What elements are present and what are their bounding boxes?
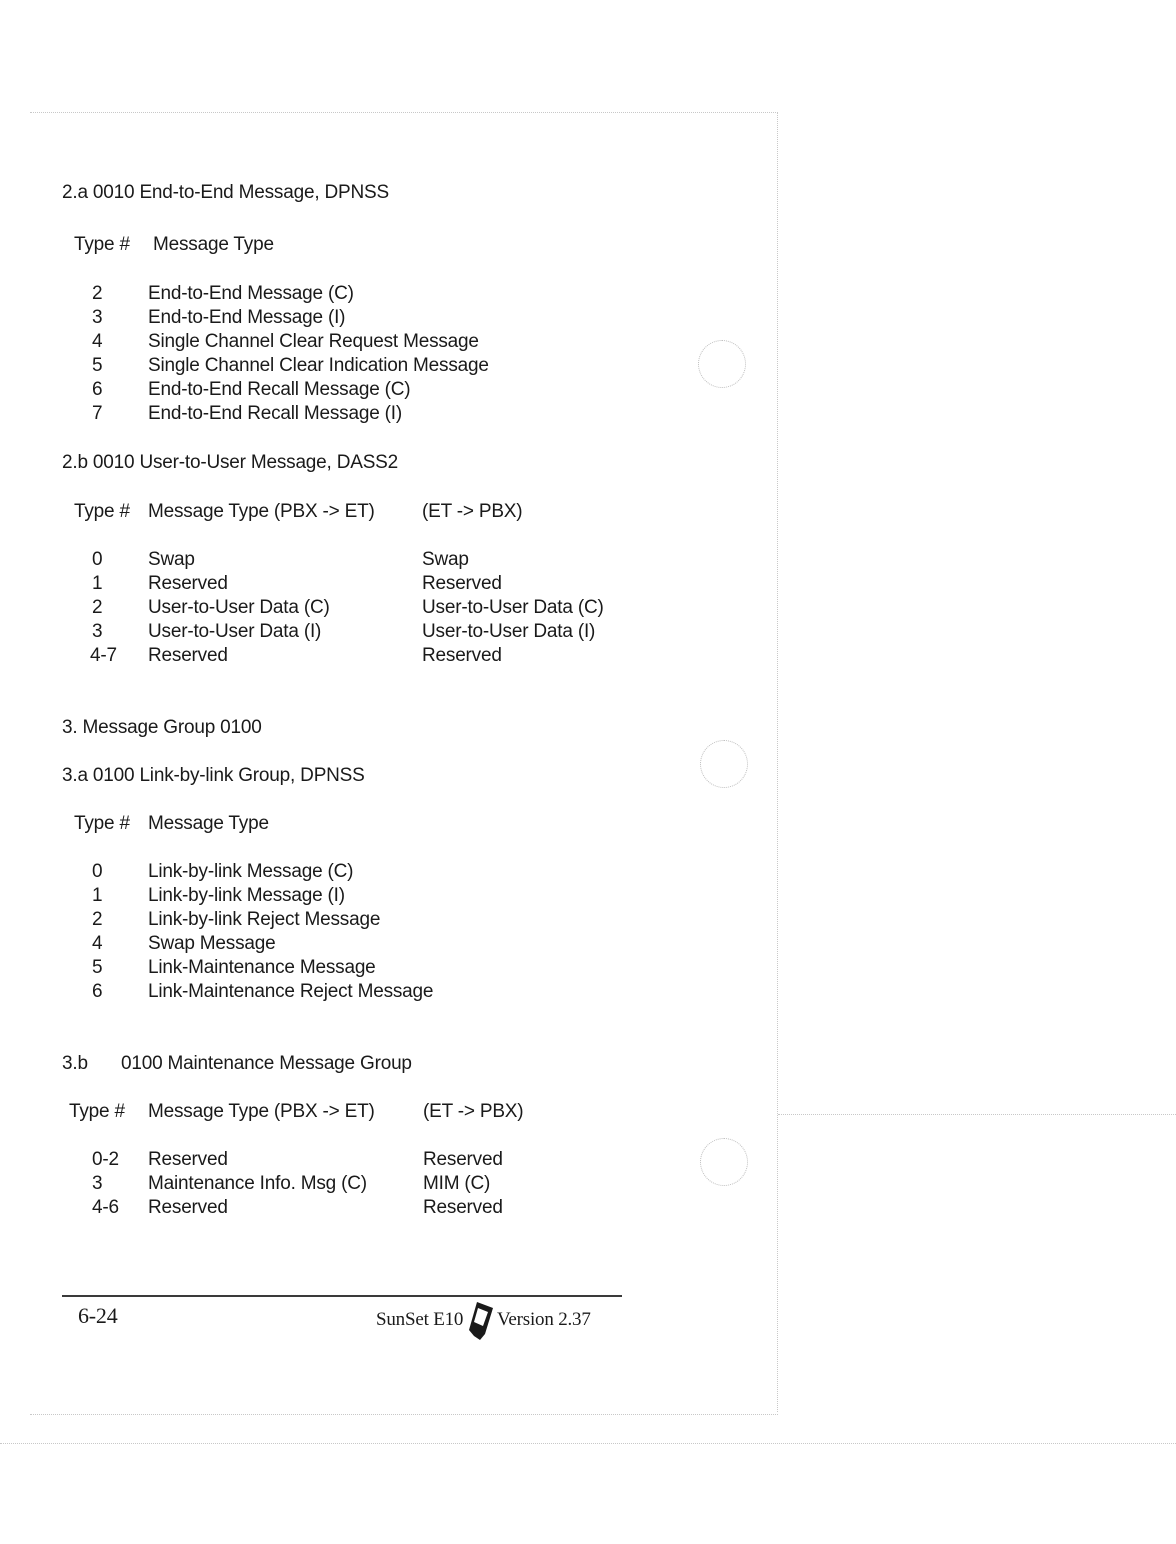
message-type: Reserved (148, 645, 228, 666)
type-number: 1 (92, 885, 103, 906)
type-number: 5 (92, 957, 103, 978)
message-type-reverse: MIM (C) (423, 1173, 491, 1194)
col-message-header: Message Type (PBX -> ET) (148, 1101, 375, 1122)
type-number: 2 (92, 283, 103, 304)
message-type: Link-by-link Reject Message (148, 909, 381, 930)
page-edge-line (777, 112, 778, 1412)
binder-hole (698, 340, 746, 388)
section-3b-number: 3.b (62, 1053, 88, 1074)
type-number: 0 (92, 861, 103, 882)
scan-dotted-line (30, 112, 778, 113)
section-2b-heading: 2.b 0010 User-to-User Message, DASS2 (62, 452, 399, 473)
message-type: Swap Message (148, 933, 276, 954)
col-type-header: Type # (74, 501, 130, 522)
message-type: End-to-End Recall Message (I) (148, 403, 402, 424)
type-number: 2 (92, 909, 103, 930)
message-type-reverse: Reserved (422, 573, 502, 594)
type-number: 4-6 (92, 1197, 119, 1218)
footer-rule (62, 1295, 622, 1297)
message-type: Reserved (148, 1197, 228, 1218)
section-3-heading: 3. Message Group 0100 (62, 717, 262, 738)
message-type: Swap (148, 549, 195, 570)
section-2a-heading: 2.a 0010 End-to-End Message, DPNSS (62, 182, 389, 203)
binder-hole (700, 740, 748, 788)
message-type: Link-by-link Message (C) (148, 861, 354, 882)
message-type: Link-by-link Message (I) (148, 885, 345, 906)
message-type-reverse: Reserved (423, 1149, 503, 1170)
page-number: 6-24 (78, 1303, 118, 1328)
message-type-reverse: User-to-User Data (I) (422, 621, 596, 642)
message-type: Single Channel Clear Indication Message (148, 355, 489, 376)
type-number: 6 (92, 379, 103, 400)
message-type-reverse: Reserved (423, 1197, 503, 1218)
type-number: 5 (92, 355, 103, 376)
section-3a-heading: 3.a 0100 Link-by-link Group, DPNSS (62, 765, 365, 786)
message-type: Maintenance Info. Msg (C) (148, 1173, 367, 1194)
section-3b-heading: 0100 Maintenance Message Group (121, 1053, 412, 1074)
type-number: 4 (92, 933, 103, 954)
message-type-reverse: Reserved (422, 645, 502, 666)
type-number: 1 (92, 573, 103, 594)
col-type-header: Type # (74, 234, 130, 255)
message-type: Link-Maintenance Reject Message (148, 981, 434, 1002)
scan-dotted-line (0, 1443, 1176, 1444)
type-number: 6 (92, 981, 103, 1002)
footer-version: Version 2.37 (497, 1309, 591, 1330)
message-type: Reserved (148, 573, 228, 594)
type-number: 7 (92, 403, 103, 424)
message-type-reverse: Swap (422, 549, 469, 570)
type-number: 0-2 (92, 1149, 119, 1170)
type-number: 0 (92, 549, 103, 570)
type-number: 3 (92, 621, 103, 642)
message-type: Link-Maintenance Message (148, 957, 376, 978)
message-type: User-to-User Data (C) (148, 597, 330, 618)
message-type: End-to-End Recall Message (C) (148, 379, 411, 400)
message-type-reverse: User-to-User Data (C) (422, 597, 604, 618)
binder-hole (700, 1138, 748, 1186)
type-number: 3 (92, 1173, 103, 1194)
footer-product: SunSet E10 (376, 1309, 464, 1330)
col-type-header: Type # (69, 1101, 125, 1122)
scan-dotted-line (30, 1414, 778, 1415)
message-type: End-to-End Message (I) (148, 307, 346, 328)
type-number: 2 (92, 597, 103, 618)
message-type: Reserved (148, 1149, 228, 1170)
message-type: End-to-End Message (C) (148, 283, 354, 304)
phone-logo-icon (465, 1300, 495, 1342)
col-message-header: Message Type (153, 234, 274, 255)
type-number: 4 (92, 331, 103, 352)
scan-dotted-line (778, 1114, 1176, 1115)
type-number: 4-7 (90, 645, 117, 666)
col-message-header: Message Type (148, 813, 269, 834)
col-message-header-reverse: (ET -> PBX) (423, 1101, 524, 1122)
col-type-header: Type # (74, 813, 130, 834)
message-type: User-to-User Data (I) (148, 621, 322, 642)
col-message-header: Message Type (PBX -> ET) (148, 501, 375, 522)
message-type: Single Channel Clear Request Message (148, 331, 479, 352)
type-number: 3 (92, 307, 103, 328)
col-message-header-reverse: (ET -> PBX) (422, 501, 523, 522)
